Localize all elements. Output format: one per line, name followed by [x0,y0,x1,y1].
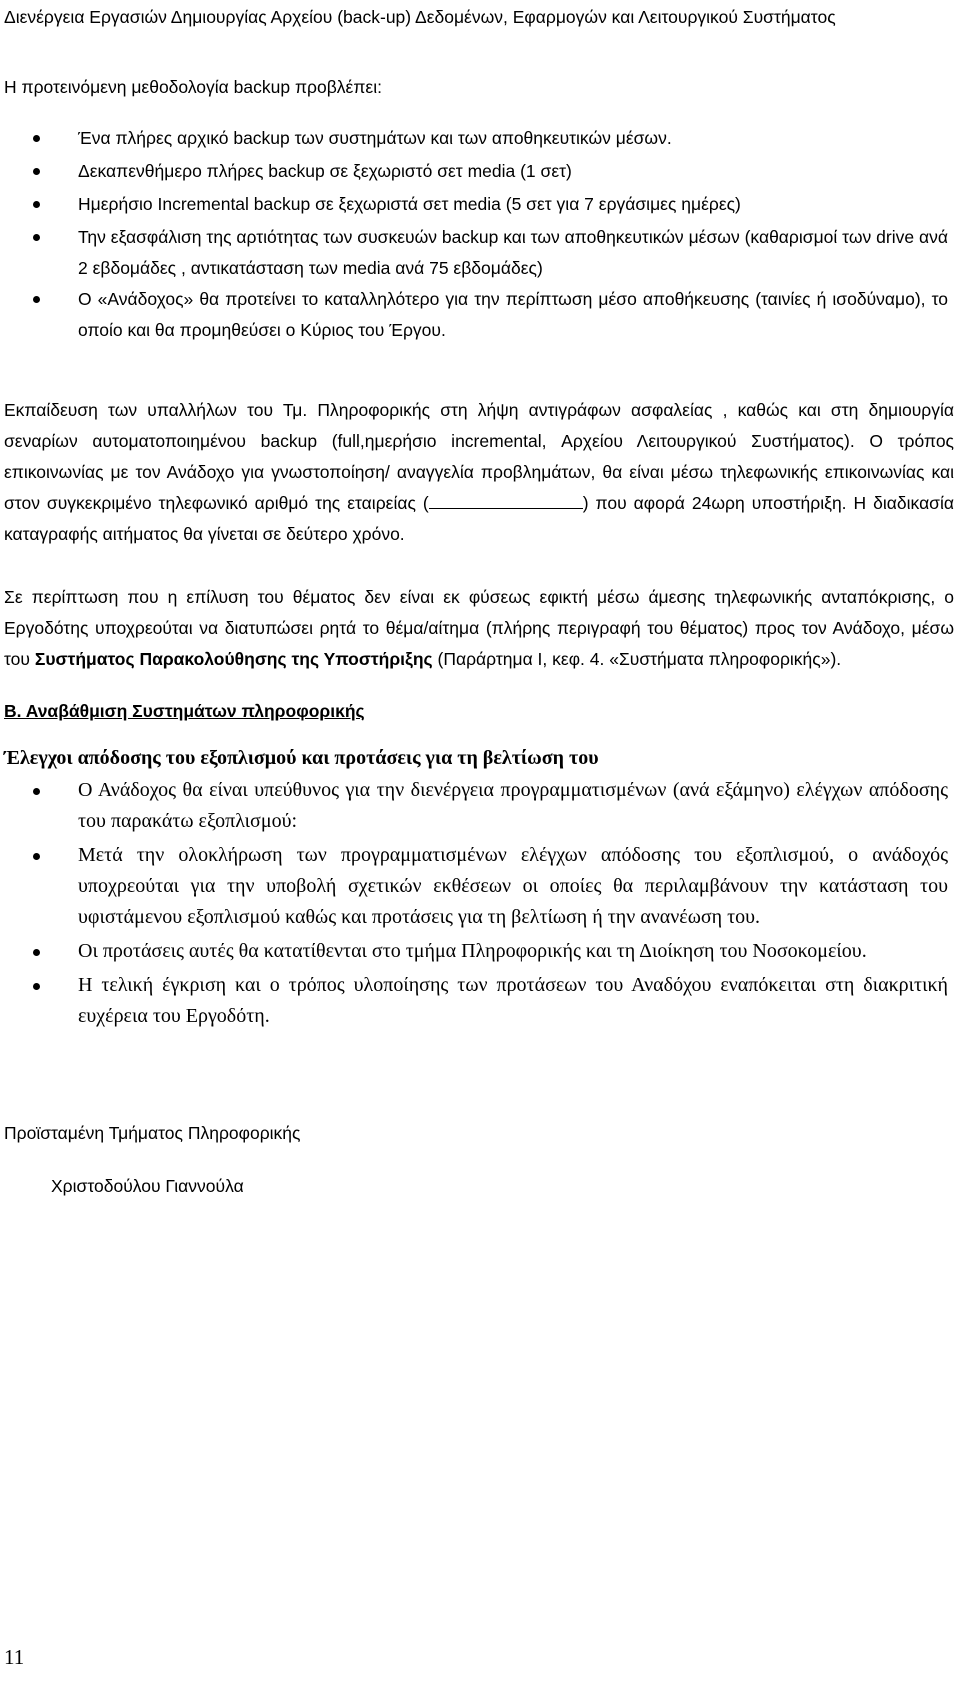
list-item [0,936,954,967]
bullet-icon [33,853,40,860]
list-item-text: Ημερήσιο Incremental backup σε ξεχωριστά σετ media (5 σετ για 7 εργάσιμες ημέρες) [78,194,741,214]
list-item [0,970,954,1032]
signature-name: Χριστοδούλου Γιαννούλα [51,1176,244,1196]
training-text-start: Εκπαίδευση των υπαλλήλων του Τμ. Πληροφορικής στη λήψη αντιγράφων ασφαλείας , καθώς και στη δημιουργία σεναρίων αυτοματοποιημένου backup (full,ημερήσιο incremental, Αρχείου Λειτουργικού Συστήματος). Ο τρόπος επικοινωνίας με τον Ανάδοχο για γνωστοποίηση/ αναγγελία προβλημάτων, θα είναι μέσω τηλεφωνικής επικοινωνίας και στον συγκεκριμένο τηλεφωνικό αριθμό της εταιρείας ( [4,400,954,513]
checks-bullet-list [0,775,954,1032]
list-item-text: Η τελική έγκριση και ο τρόπος υλοποίησης των προτάσεων του Αναδόχου εναπόκειται στη διακριτική ευχέρεια του Εργοδότη. [78,974,948,1027]
signature-title: Προϊσταμένη Τμήματος Πληροφορικής [4,1123,301,1143]
resolution-text-end: (Παράρτημα Ι, κεφ. 4. «Συστήματα πληροφορικής»). [432,649,842,669]
list-item [0,156,954,187]
list-item [0,775,954,837]
training-paragraph [4,395,954,550]
bullet-icon [33,168,40,175]
list-item [0,222,954,284]
resolution-text-start: Σε περίπτωση που η επίλυση του θέματος δεν είναι εκ φύσεως εφικτή μέσω άμεσης τηλεφωνικής ανταπόκρισης, ο Εργοδότης υποχρεούται να διατυπώσει ρητά το θέμα/αίτημα (πλήρης περιγραφή του θέματος) προς τον Ανάδοχο, μέσω του [4,587,954,669]
bullet-icon [33,788,40,795]
list-item [0,284,954,346]
list-item-text: Ο «Ανάδοχος» θα προτείνει το καταλληλότερο για την περίπτωση μέσο αποθήκευσης (ταινίες ή ισοδύναμο), το οποίο και θα προμηθεύσει ο Κύριος του Έργου. [78,289,948,340]
list-item [0,189,954,220]
resolution-paragraph [4,582,954,675]
list-item-text: Δεκαπενθήμερο πλήρες backup σε ξεχωριστό σετ media (1 σετ) [78,161,572,181]
list-item-text: Ένα πλήρες αρχικό backup των συστημάτων και των αποθηκευτικών μέσων. [78,128,672,148]
training-text-end: ) που αφορά 24ωρη υποστήριξη. Η διαδικασία καταγραφής αιτήματος θα γίνεται σε δεύτερο χρόνο. [4,493,954,544]
bullet-icon [33,949,40,956]
page-number: 11 [4,1645,25,1669]
section-b-heading: Β. Αναβάθμιση Συστημάτων πληροφορικής [4,701,365,721]
bullet-icon [33,234,40,241]
list-item-text: Ο Ανάδοχος θα είναι υπεύθυνος για την διενέργεια προγραμματισμένων (ανά εξάμηνο) ελέγχων απόδοσης του παρακάτω εξοπλισμού: [78,779,948,832]
bullet-icon [33,201,40,208]
methodology-intro: Η προτεινόμενη μεθοδολογία backup προβλέπει: [4,77,382,97]
bullet-icon [33,135,40,142]
list-item-text: Την εξασφάλιση της αρτιότητας των συσκευών backup και των αποθηκευτικών μέσων (καθαρισμοί των drive ανά 2 εβδομάδες , αντικατάσταση των media ανά 75 εβδομάδες) [78,227,948,278]
bullet-icon [33,983,40,990]
support-system-name: Συστήματος Παρακολούθησης της Υποστήριξης [34,649,433,669]
list-item-text: Μετά την ολοκλήρωση των προγραμματισμένων ελέγχων απόδοσης του εξοπλισμού, ο ανάδοχός υποχρεούται για την υποβολή σχετικών εκθέσεων οι οποίες θα περιλαμβάνουν την κατάσταση του υφιστάμενου εξοπλισμού καθώς και προτάσεις για τη βελτίωση ή την ανανέωση του. [78,844,948,928]
list-item-text: Οι προτάσεις αυτές θα κατατίθενται στο τμήμα Πληροφορικής και τη Διοίκηση του Νοσοκομείου. [78,940,867,962]
bullet-icon [33,296,40,303]
phone-number-blank [429,490,583,509]
list-item [0,123,954,154]
checks-heading: Έλεγχοι απόδοσης του εξοπλισμού και προτάσεις για τη βελτίωση του [4,747,599,769]
backup-section-title: Διενέργεια Εργασιών Δημιουργίας Αρχείου (back-up) Δεδομένων, Εφαρμογών και Λειτουργικού Συστήματος [4,7,836,27]
list-item [0,840,954,933]
backup-bullet-list [0,123,954,346]
